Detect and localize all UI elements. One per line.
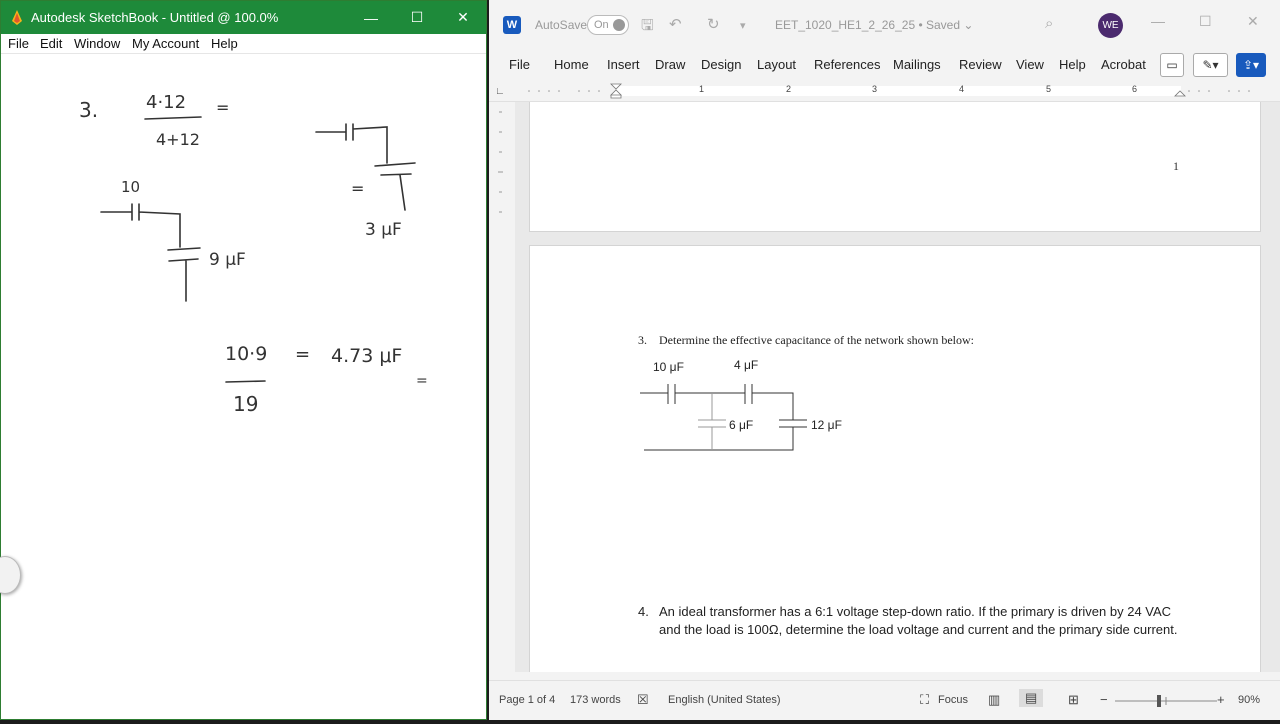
tab-layout[interactable]: Layout (757, 57, 797, 72)
minimize-button[interactable]: — (364, 9, 378, 26)
print-layout-icon[interactable]: ▤ (1019, 689, 1043, 707)
capacitor-network-diagram (638, 354, 888, 454)
status-language[interactable]: English (United States) (668, 694, 781, 706)
search-icon[interactable]: ⌕ (1045, 15, 1054, 32)
word-window (489, 0, 1280, 720)
ruler-num-2: 2 (786, 84, 792, 94)
ruler-num-3: 3 (872, 84, 878, 94)
page-1 (529, 102, 1261, 232)
menu-file[interactable]: File (8, 36, 29, 51)
proofing-icon[interactable]: ☒ (637, 692, 649, 707)
question-4-number: 4. (638, 604, 649, 619)
tab-insert[interactable]: Insert (607, 57, 640, 72)
tab-references[interactable]: References (814, 57, 881, 72)
tab-acrobat[interactable]: Acrobat (1101, 57, 1146, 72)
label-10uf: 10 μF (653, 360, 684, 374)
status-words[interactable]: 173 words (570, 694, 621, 706)
page-2 (529, 245, 1261, 672)
page-number: 1 (1173, 159, 1179, 173)
question-3-number: 3. (638, 333, 647, 347)
document-title[interactable]: EET_1020_HE1_2_26_25 • Saved ⌄ (775, 18, 974, 32)
status-page[interactable]: Page 1 of 4 (499, 694, 556, 706)
tab-view[interactable]: View (1016, 57, 1044, 72)
ribbon-tabs (489, 50, 1280, 80)
sketchbook-app-icon (11, 10, 23, 25)
word-minimize-button[interactable]: — (1151, 13, 1165, 29)
ruler-num-1: 1 (699, 84, 705, 94)
close-button[interactable]: ✕ (457, 9, 469, 25)
circuit-wires (640, 384, 807, 450)
zoom-out-icon[interactable]: − (1100, 692, 1108, 707)
ruler-num-6: 6 (1132, 84, 1138, 94)
sketchbook-title-bar (1, 1, 486, 34)
hw-circuit-left (101, 204, 200, 301)
autosave-toggle[interactable] (587, 15, 629, 35)
menu-my-account[interactable]: My Account (132, 36, 200, 51)
menu-window[interactable]: Window (74, 36, 121, 51)
zoom-slider-thumb[interactable] (1157, 695, 1161, 707)
autosave-state: On (594, 19, 609, 31)
hw-equals-2: = (351, 179, 365, 198)
hw-double-underline: = (416, 373, 428, 389)
tab-help[interactable]: Help (1059, 57, 1086, 72)
handwriting-layer (1, 55, 486, 719)
comments-icon[interactable]: ▭ (1160, 53, 1184, 77)
question-3-text: Determine the effective capacitance of the network shown below: (659, 333, 974, 347)
zoom-slider[interactable] (1115, 694, 1217, 708)
share-icon[interactable]: ⇪▾ (1236, 53, 1266, 77)
maximize-button[interactable]: ☐ (410, 9, 424, 25)
sketchbook-title: Autodesk SketchBook - Untitled @ 100.0% (31, 10, 279, 25)
hw-equals-1: = (216, 98, 230, 117)
tab-review[interactable]: Review (959, 57, 1002, 72)
autosave-label: AutoSave (535, 18, 588, 32)
ruler-num-5: 5 (1046, 84, 1052, 94)
hw-circuit-right (316, 124, 415, 210)
hw-frac1-numerator: 4·12 (146, 92, 187, 113)
label-6uf: 6 μF (729, 418, 754, 432)
hw-equals-3: = (295, 344, 311, 365)
status-zoom[interactable]: 90% (1238, 694, 1261, 706)
ruler-num-4: 4 (959, 84, 965, 94)
hw-frac2-bar (226, 381, 265, 382)
toggle-knob (613, 19, 625, 31)
tab-file[interactable]: File (509, 57, 530, 72)
tab-stop-selector[interactable]: ∟ (495, 86, 505, 97)
horizontal-ruler (489, 80, 1280, 102)
sketchbook-window (0, 0, 487, 720)
tab-design[interactable]: Design (701, 57, 742, 72)
menu-help[interactable]: Help (211, 36, 238, 51)
hw-frac2-denominator: 19 (233, 392, 259, 416)
status-bar (489, 680, 1280, 720)
menu-edit[interactable]: Edit (40, 36, 63, 51)
redo-icon[interactable]: ↻ (707, 16, 720, 33)
ruler-ticks (489, 80, 1280, 102)
hw-label-10: 10 (121, 178, 141, 196)
word-app-icon: W (503, 16, 521, 34)
hw-frac2-numerator: 10·9 (225, 343, 268, 365)
avatar[interactable]: WE (1098, 13, 1123, 38)
tab-mailings[interactable]: Mailings (893, 57, 941, 72)
tab-home[interactable]: Home (554, 57, 589, 72)
status-focus[interactable]: Focus (938, 694, 968, 706)
read-mode-icon[interactable]: ▥ (988, 692, 1001, 707)
hw-frac1-bar (145, 117, 201, 119)
hw-problem-number: 3. (79, 98, 99, 122)
document-area[interactable] (515, 102, 1280, 672)
question-4-text: An ideal transformer has a 6:1 voltage step-down ratio. If the primary is driven by 24 VAC and the load is 100Ω, determine the load voltage and current and the primary side current. (659, 604, 1178, 637)
zoom-in-icon[interactable]: + (1217, 692, 1225, 707)
drawing-canvas[interactable] (1, 55, 486, 719)
hw-result: 4.73 μF (331, 345, 403, 367)
editing-mode-icon[interactable]: ✎▾ (1193, 53, 1228, 77)
word-close-button[interactable]: ✕ (1247, 13, 1259, 29)
vertical-ruler (489, 102, 515, 672)
hw-label-3uf: 3 μF (365, 220, 402, 240)
web-layout-icon[interactable]: ⊞ (1068, 692, 1079, 707)
tab-draw[interactable]: Draw (655, 57, 686, 72)
hw-frac1-denominator: 4+12 (156, 130, 200, 149)
word-maximize-button[interactable]: ☐ (1199, 13, 1212, 29)
focus-icon[interactable]: ⛶ (920, 692, 930, 707)
label-12uf: 12 μF (811, 418, 842, 432)
customize-qat-icon[interactable]: ▾ (740, 20, 746, 32)
sketchbook-menu-bar (1, 34, 486, 54)
undo-icon[interactable]: ↶ (669, 16, 682, 33)
save-icon[interactable]: 🖫 (641, 17, 654, 34)
hw-label-9uf: 9 μF (209, 250, 246, 270)
circuit-6uf-branch (698, 393, 726, 450)
word-title-bar (489, 0, 1280, 50)
label-4uf: 4 μF (734, 358, 759, 372)
